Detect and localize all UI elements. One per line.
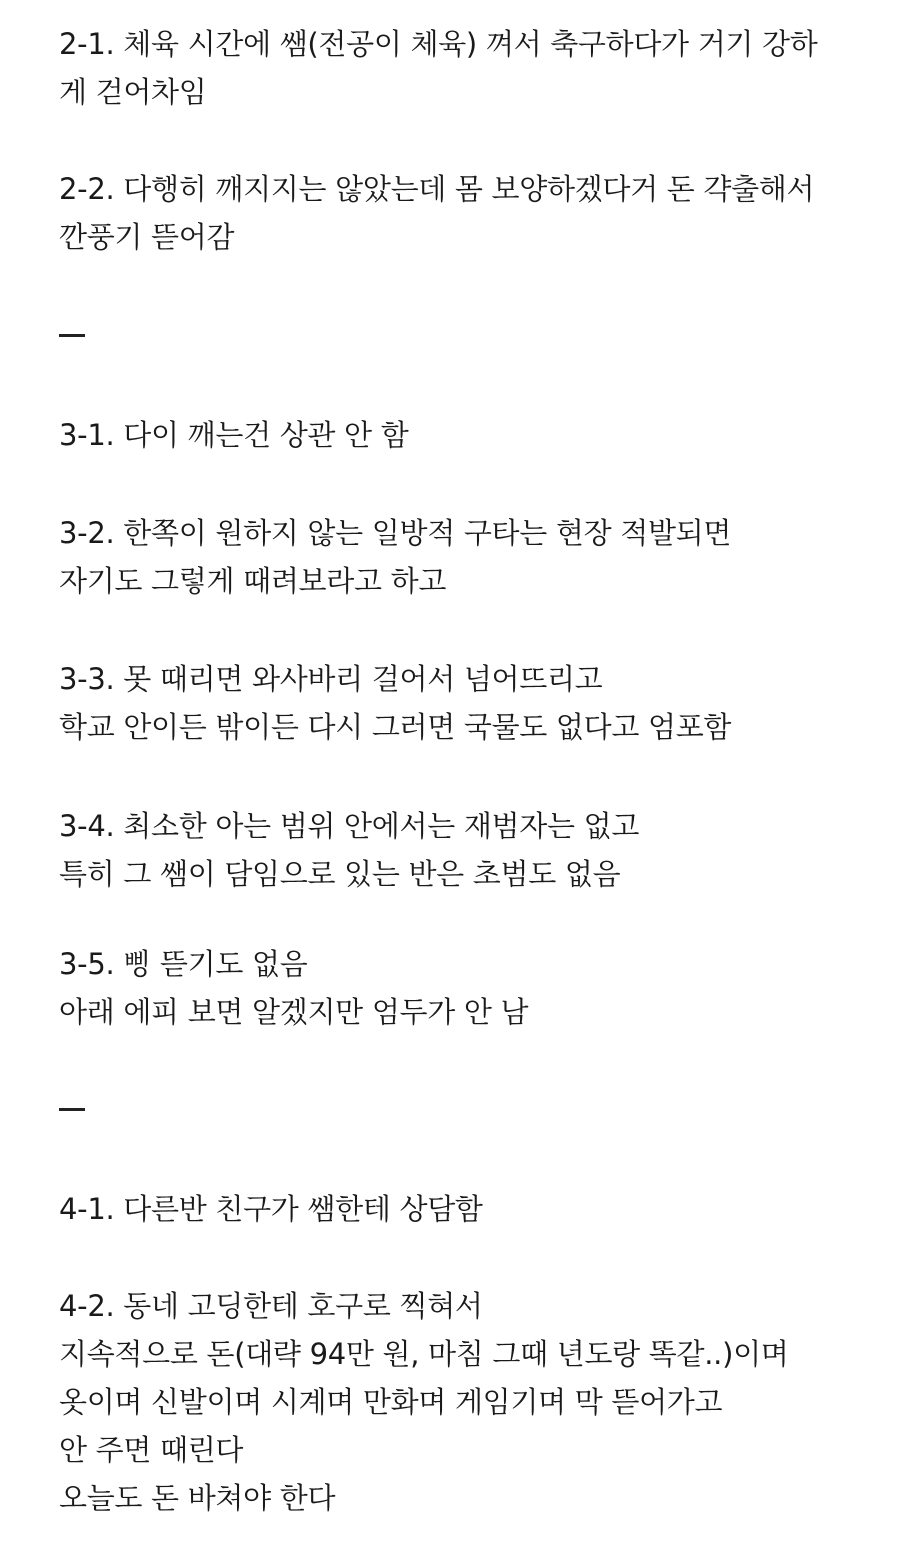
text-line: 2-2. 다행히 깨지지는 않았는데 몸 보양하겠다거 돈 갹출해서	[59, 172, 815, 206]
text-line: 3-2. 한쪽이 원하지 않는 일방적 구타는 현장 적발되면	[59, 516, 732, 550]
text-line: 지속적으로 돈(대략 94만 원, 마침 그때 년도랑 똑같..)이며	[59, 1337, 789, 1371]
text-line: 3-5. 삥 뜯기도 없음	[59, 947, 308, 981]
paragraph-3-2	[59, 509, 731, 605]
text-line: 아래 에피 보면 알겠지만 엄두가 안 남	[59, 995, 529, 1029]
text-line: 4-2. 동네 고딩한테 호구로 찍혀서	[59, 1289, 483, 1323]
text-line: 특히 그 쌤이 담임으로 있는 반은 초범도 없음	[59, 857, 621, 891]
section-divider	[59, 1108, 85, 1111]
paragraph-3-5	[59, 940, 528, 1036]
paragraph-3-4	[59, 802, 639, 898]
text-line: 3-4. 최소한 아는 범위 안에서는 재범자는 없고	[59, 809, 640, 843]
paragraph-3-3	[59, 655, 731, 751]
paragraph-2-1	[59, 20, 817, 116]
text-line: 학교 안이든 밖이든 다시 그러면 국물도 없다고 엄포함	[59, 710, 732, 744]
text-line: 자기도 그렇게 때려보라고 하고	[59, 564, 447, 598]
text-line: 오늘도 돈 바쳐야 한다	[59, 1481, 336, 1515]
text-line: 3-3. 못 때리면 와사바리 걸어서 넘어뜨리고	[59, 662, 603, 696]
paragraph-3-1	[59, 411, 408, 459]
text-line: 옷이며 신발이며 시계며 만화며 게임기며 막 뜯어가고	[59, 1385, 723, 1419]
text-line: 게 걷어차임	[59, 75, 207, 109]
text-line: 안 주면 때린다	[59, 1433, 244, 1467]
text-line: 깐풍기 뜯어감	[59, 220, 235, 254]
paragraph-2-2	[59, 165, 814, 261]
paragraph-4-2	[59, 1282, 789, 1522]
text-line: 4-1. 다른반 친구가 쌤한테 상담함	[59, 1192, 483, 1226]
text-line: 2-1. 체육 시간에 쌤(전공이 체육) 껴서 축구하다가 거기 강하	[59, 27, 818, 61]
section-divider	[59, 334, 85, 337]
paragraph-4-1	[59, 1185, 483, 1233]
text-line: 3-1. 다이 깨는건 상관 안 함	[59, 418, 409, 452]
